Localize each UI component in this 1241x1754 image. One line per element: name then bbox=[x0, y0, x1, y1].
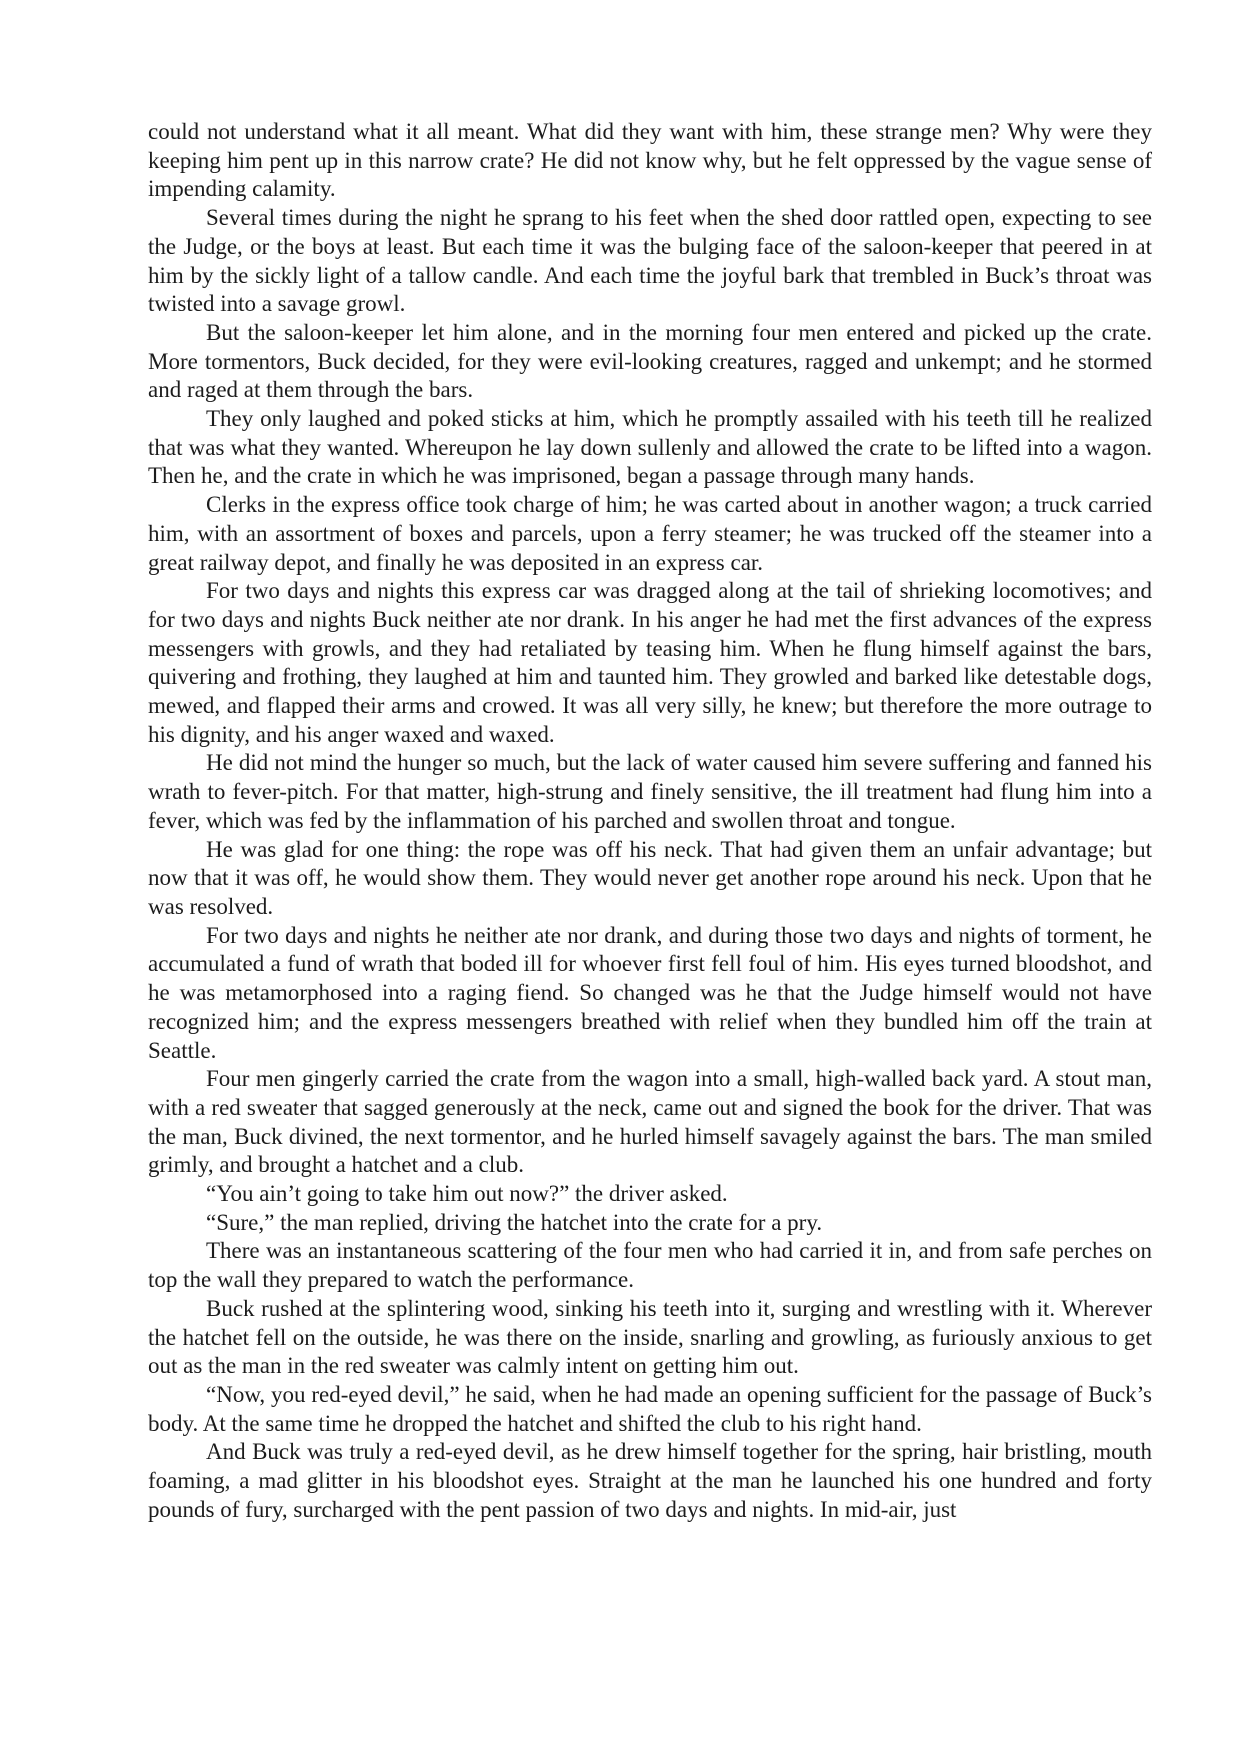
paragraph: He did not mind the hunger so much, but the lack of water caused him severe suffering and fanned his wrath to fever-pitch. For that matter, high-strung and finely sensitive, the ill treatment had flung him into a fever, which was fed by the inflammation of his parched and swollen throat and tongue. bbox=[148, 750, 1152, 833]
dialogue-paragraph: “You ain’t going to take him out now?” the driver asked. bbox=[206, 1181, 728, 1207]
paragraph: But the saloon-keeper let him alone, and in the morning four men entered and picked up the crate. More tormentors, Buck decided, for they were evil-looking creatures, ragged and unkempt; and he stormed and raged at them through the bars. bbox=[148, 319, 1152, 403]
paragraph: Buck rushed at the splintering wood, sinking his teeth into it, surging and wrestling with it. Wherever the hatchet fell on the outside, he was there on the inside, snarling and growling, as furiously anxious to get out as the man in the red sweater was calmly intent on getting him out. bbox=[148, 1295, 1152, 1379]
paragraph-continues: And Buck was truly a red-eyed devil, as he drew himself together for the spring, hair bristling, mouth foaming, a mad glitter in his bloodshot eyes. Straight at the man he launched his one hundred and forty pounds of fury, surcharged with the pent passion of two days and nights. In mid-air, just bbox=[148, 1439, 1152, 1522]
paragraph: He was glad for one thing: the rope was off his neck. That had given them an unfair advantage; but now that it was off, he would show them. They would never get another rope around his neck. Upon that he was resolved. bbox=[148, 836, 1152, 919]
paragraph: Several times during the night he sprang to his feet when the shed door rattled open, expecting to see the Judge, or the boys at least. But each time it was the bulging face of the saloon-keeper that peered in at him by the sickly light of a tallow candle. And each time the joyful bark that trembled in Buck’s throat was twisted into a savage growl. bbox=[148, 205, 1152, 317]
page-body bbox=[148, 118, 1152, 1524]
paragraph: Clerks in the express office took charge of him; he was carted about in another wagon; a truck carried him, with an assortment of boxes and parcels, upon a ferry steamer; he was trucked off the steamer into a great railway depot, and finally he was deposited in an express car. bbox=[148, 492, 1152, 575]
dialogue-paragraph: “Now, you red-eyed devil,” he said, when he had made an opening sufficient for the passage of Buck’s body. At the same time he dropped the hatchet and shifted the club to his right hand. bbox=[148, 1381, 1152, 1436]
dialogue-paragraph: “Sure,” the man replied, driving the hatchet into the crate for a pry. bbox=[206, 1209, 823, 1235]
paragraph: They only laughed and poked sticks at him, which he promptly assailed with his teeth till he realized that was what they wanted. Whereupon he lay down sullenly and allowed the crate to be lifted into a wagon. Then he, and the crate in which he was imprisoned, began a passage through many hands. bbox=[148, 406, 1152, 489]
paragraph: For two days and nights he neither ate nor drank, and during those two days and nights of torment, he accumulated a fund of wrath that boded ill for whoever first fell foul of him. His eyes turned bloodshot, and he was metamorphosed into a raging fiend. So changed was he that the Judge himself would not have recognized him; and the express messengers breathed with relief when they bundled him off the train at Seattle. bbox=[148, 922, 1152, 1063]
paragraph: Four men gingerly carried the crate from the wagon into a small, high-walled back yard. A stout man, with a red sweater that sagged generously at the neck, came out and signed the book for the driver. That was the man, Buck divined, the next tormentor, and he hurled himself savagely against the bars. The man smiled grimly, and brought a hatchet and a club. bbox=[148, 1066, 1152, 1178]
paragraph-continued: could not understand what it all meant. What did they want with him, these strange men? Why were they keeping him pent up in this narrow crate? He did not know why, but he felt oppressed by the vague sense of impending calamity. bbox=[148, 119, 1152, 202]
paragraph: For two days and nights this express car was dragged along at the tail of shrieking locomotives; and for two days and nights Buck neither ate nor drank. In his anger he had met the first advances of the express messengers with growls, and they had retaliated by teasing him. When he flung himself against the bars, quivering and frothing, they laughed at him and taunted him. They growled and barked like detestable dogs, mewed, and flapped their arms and crowed. It was all very silly, he knew; but therefore the more outrage to his dignity, and his anger waxed and waxed. bbox=[148, 578, 1152, 747]
paragraph: There was an instantaneous scattering of the four men who had carried it in, and from safe perches on top the wall they prepared to watch the performance. bbox=[148, 1238, 1152, 1293]
